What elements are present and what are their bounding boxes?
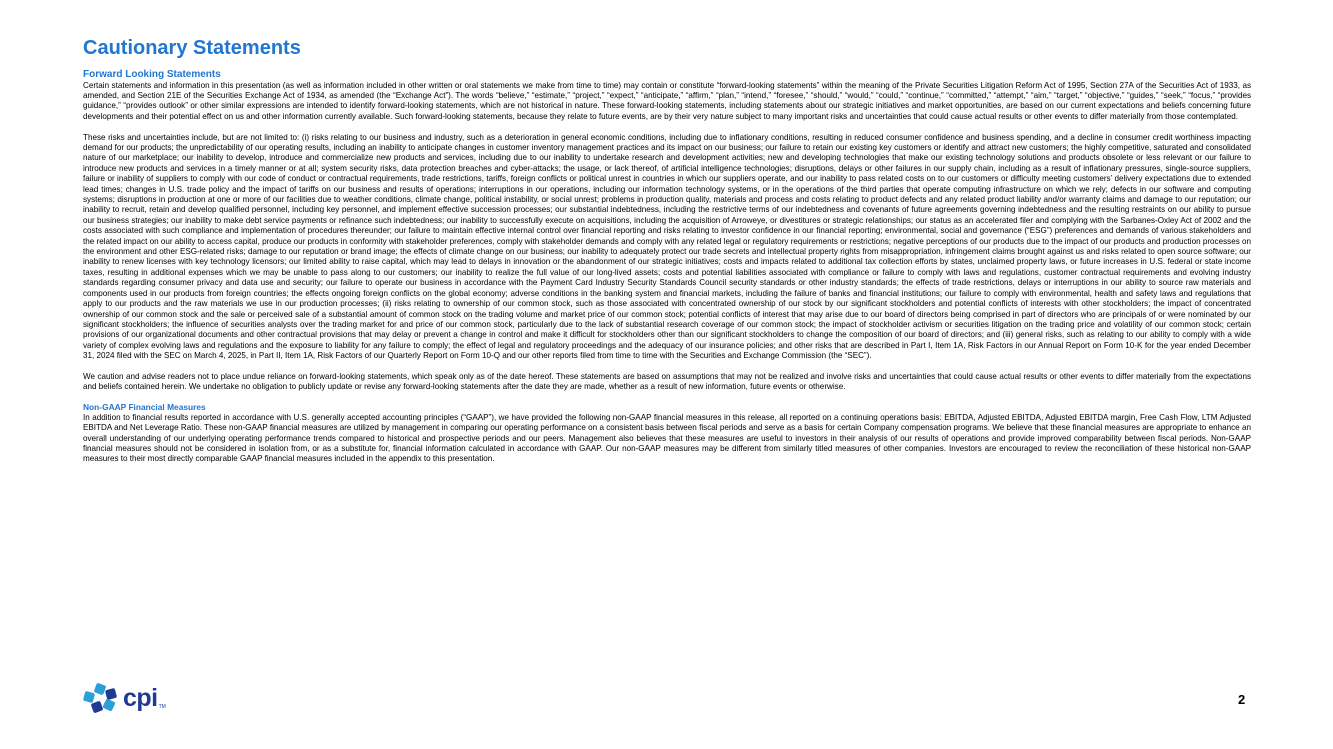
forward-looking-heading: Forward Looking Statements [83, 69, 221, 80]
page-number: 2 [1238, 692, 1246, 707]
non-gaap-paragraph: In addition to financial results reported in accordance with U.S. generally accepted accounting principles (“GAAP”), we have provided the following non-GAAP financial measures in this release, all reported on a continuing operations basis: EBITDA, Adjusted EBITDA, Adjusted EBITDA margin, Free Cash Flow, LTM Adjusted EBITDA and Net Leverage Ratio. These non-GAAP financial measures are utilized by management in comparing our operating performance on a consistent basis between fiscal periods and serve as a basis for certain Company compensation programs. We believe that these financial measures are appropriate to enhance an overall understanding of our underlying operating performance trends compared to historical and prospective periods and our peers. Management also believes that these measures are useful to investors in their analysis of our results of operations and provide improved comparability between fiscal periods. Non-GAAP financial measures should not be considered in isolation from, or as a substitute for, financial information calculated in accordance with GAAP. Our non-GAAP measures may be different from similarly titled measures of other companies. Investors are encouraged to review the reconciliation of these historical non-GAAP measures to their most directly comparable GAAP financial measures included in the appendix to this presentation. [83, 412, 1251, 464]
paragraph-gap [83, 362, 1251, 372]
non-gaap-heading: Non-GAAP Financial Measures [83, 402, 206, 413]
cpi-logo-mark-icon [82, 683, 120, 713]
cpi-logo-text: cpi [123, 684, 158, 712]
paragraph-gap [83, 393, 1251, 403]
cpi-logo-trademark: TM [158, 704, 166, 710]
content-area [83, 70, 1251, 465]
paragraph-gap [83, 122, 1251, 132]
page-title: Cautionary Statements [83, 37, 301, 59]
risks-paragraph: These risks and uncertainties include, but are not limited to: (i) risks relating to our business and industry, such as a deterioration in general economic conditions, including due to inflationary conditions, resulting in reduced consumer confidence and business spending, and a decline in consumer credit worthiness impacting demand for our products; the unpredictability of our operating results, including an inability to anticipate changes in customer inventory management practices and its impact on our business; our failure to retain our existing key customers or identify and attract new customers; the highly competitive, saturated and consolidated nature of our marketplace; our inability to develop, introduce and commercialize new products and services, including due to our inability to undertake research and development activities; new and developing technologies that make our existing technology solutions and products obsolete or less relevant or our failure to introduce new products and services in a timely manner or at all; system security risks, data protection breaches and cyber-attacks; the usage, or lack thereof, of artificial intelligence technologies; disruptions, delays or other failures in our supply chain, including as a result of inflationary pressures, single-source suppliers, failure or inability of suppliers to comply with our code of conduct or contractual requirements, trade restrictions, tariffs, foreign conflicts or political unrest in countries in which our suppliers operate, and our inability to pass related costs on to our customers or difficulty meeting customers’ delivery expectations due to extended lead times; changes in U.S. trade policy and the impact of tariffs on our business and results of operations; interruptions in our operations, including our information technology systems, or in the operations of the third parties that operate computing infrastructure on which we rely; defects in our software and computing systems; disruptions in production at one or more of our facilities due to weather conditions, climate change, political instability, or social unrest; problems in production quality, materials and process and costs relating to product defects and any related product liability and/or warranty claims and damage to our reputation; our inability to recruit, retain and develop qualified personnel, including key personnel, and implement effective succession processes; our substantial indebtedness, including the restrictive terms of our indebtedness and covenants of future agreements governing indebtedness and the resulting restraints on our ability to pursue our business strategies; our inability to make debt service payments or refinance such indebtedness; our inability to successfully execute on acquisitions, including the acquisition of Arroweye, or divestitures or strategic relationships; our status as an accelerated filer and complying with the Sarbanes-Oxley Act of 2002 and the costs associated with such compliance and implementation of procedures thereunder; our failure to maintain effective internal control over financial reporting and risks relating to investor confidence in our financial reporting; environmental, social and governance (“ESG”) preferences and demands of various stakeholders and the related impact on our ability to access capital, produce our products in conformity with stakeholder preferences, comply with stakeholder demands and comply with any related legal or regulatory requirements or restrictions; negative perceptions of our products due to the impact of our products and production processes on the environment and other ESG-related risks; damage to our reputation or brand image; the effects of climate change on our business; our inability to adequately protect our trade secrets and intellectual property rights from misappropriation, infringement claims brought against us and risks related to open source software; our inability to renew licenses with key technology licensors; our limited ability to raise capital, which may lead to delays in innovation or the abandonment of our strategic initiatives; costs and impacts related to additional tax collection efforts by states, unclaimed property laws, or future increases in U.S. federal or state income taxes, resulting in additional expenses which we may be unable to pass along to our customers; our inability to realize the full value of our long-lived assets; costs and potential liabilities associated with compliance or failure to comply with laws and regulations, customer contractual requirements and evolving industry standards regarding consumer privacy and data use and security; our failure to operate our business in accordance with the Payment Card Industry Security Standards Council security standards or other industry standards; the effects of trade restrictions, delays or interruptions in our ability to source raw materials and components used in our products from foreign countries; the effects ongoing foreign conflicts on the global economy; adverse conditions in the banking system and financial markets, including the failure of banks and financial institutions; our failure to comply with environmental, health and safety laws and regulations that apply to our products and the raw materials we use in our production processes; (ii) risks relating to ownership of our common stock, such as those associated with concentrated ownership of our stock by our significant stockholders and potential conflicts of interests with other stockholders; the impact of concentrated ownership of our common stock and the sale or perceived sale of a substantial amount of common stock on the trading volume and market price of our common stock; potential conflicts of interest that may arise due to our board of directors being comprised in part of directors who are principals of or were nominated by our significant stockholders; the influence of securities analysts over the trading market for and price of our common stock, particularly due to the lack of substantial research coverage of our common stock; the impact of stockholder activism or securities litigation on the trading price and volatility of our common stock; certain provisions of our organizational documents and other contractual provisions that may delay or prevent a change in control and make it difficult for stockholders other than our significant stockholders to change the composition of our board of directors; and (iii) general risks, such as relating to our ability to comply with a wide variety of complex evolving laws and regulations and the exposure to liability for any failure to comply; the effect of legal and regulatory proceedings and the adequacy of our insurance policies; and other risks that are described in Part I, Item 1A, Risk Factors in our Annual Report on Form 10-K for the year ended December 31, 2024 filed with the SEC on March 4, 2025, in Part II, Item 1A, Risk Factors of our Quarterly Report on Form 10-Q and our other reports filed from time to time with the Securities and Exchange Commission (the “SEC”). [83, 132, 1251, 361]
forward-looking-paragraph-1: Certain statements and information in this presentation (as well as information included in other written or oral statements we make from time to time) may contain or constitute “forward-looking statements” within the meaning of the Private Securities Litigation Reform Act of 1995, Section 27A of the Securities Act of 1933, as amended, and Section 21E of the Securities Exchange Act of 1934, as amended (the “Exchange Act”). The words “believe,” “estimate,” “project,” “expect,” “anticipate,” “affirm,” “plan,” “intend,” “foresee,” “should,” “would,” “could,” “continue,” “committed,” “attempt,” “aim,” “target,” “objective,” “guides,” “seek,” “focus,” “provides guidance,” “provides outlook” or other similar expressions are intended to identify forward-looking statements, which are not historical in nature. These forward-looking statements, including statements about our strategic initiatives and market opportunities, are based on our current expectations and beliefs concerning future developments and their potential effect on us and other information currently available. Such forward-looking statements, because they relate to future events, are by their very nature subject to many important risks and uncertainties that could cause actual results or other events to differ materially from those contemplated. [83, 80, 1251, 121]
caution-paragraph: We caution and advise readers not to place undue reliance on forward-looking statements, which speak only as of the date hereof. These statements are based on assumptions that may not be realized and involve risks and uncertainties that could cause actual results or other events to differ materially from the expectations and beliefs contained herein. We undertake no obligation to publicly update or revise any forward-looking statements after the date they are made, whether as a result of new information, future events or otherwise. [83, 371, 1251, 392]
cpi-logo [82, 683, 166, 713]
